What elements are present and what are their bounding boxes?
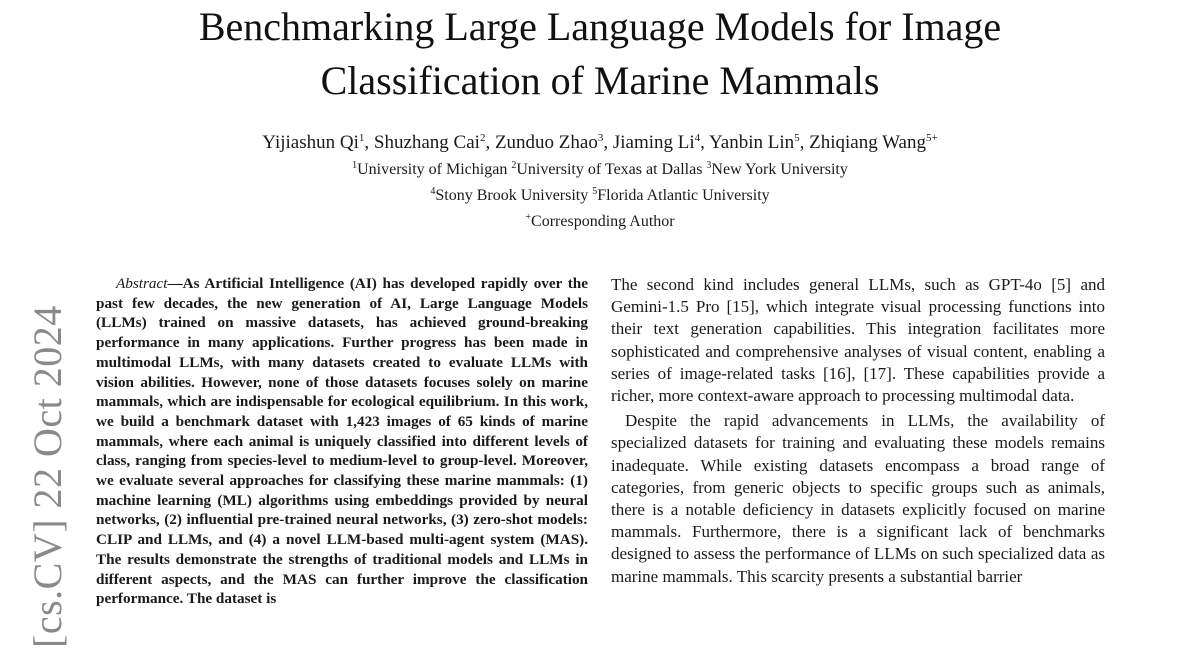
- author-name: Shuzhang Cai: [373, 132, 480, 153]
- author-affiliation-mark: 2: [479, 132, 486, 144]
- author-affiliation-mark: 5: [794, 132, 800, 144]
- abstract-text: —As Artificial Intelligence (AI) has developed rapidly over the past few decades, the new generation of AI, Large Language Models (LLMs) trained on massive datasets, has achieved ground-breaking performance in many applications. Further progress has been made in multimodal LLMs, with many datasets created to evaluate LLMs with vision abilities. However, none of those datasets focuses solely on marine mammals, which are indispensable for ecological equilibrium. In this work, we build a benchmark dataset with 1,423 images of 65 kinds of marine mammals, where each animal is uniquely classified into different levels of class, ranging from species-level to medium-level to group-level. Moreover, we evaluate several approaches for classifying these marine mammals: (1) machine learning (ML) algorithms using embeddings provided by neural networks, (2) influential pre-trained neural networks, (3) zero-shot models: CLIP and LLMs, and (4) a novel LLM-based multi-agent system (MAS). The results demonstrate the strengths of traditional models and LLMs in different aspects, and the MAS can further improve the classification performance. The dataset is: [96, 275, 588, 608]
- affiliation-line-1: [0, 160, 1200, 180]
- body-paragraph: The second kind includes general LLMs, such as GPT-4o [5] and Gemini-1.5 Pro [15], which integrate visual processing functions into their text generation capabilities. This integration facilitates more sophisticated and comprehensive analyses of visual content, enabling a series of image-related tasks [16], [17]. These capabilities provide a richer, more context-aware approach to processing multimodal data.: [611, 275, 1105, 406]
- author-affiliation-mark: 3: [597, 132, 604, 144]
- paper-title-line-1: Benchmarking Large Language Models for Image: [198, 4, 1002, 49]
- affiliation-name: New York University: [711, 161, 848, 178]
- author-affiliation-mark: 1: [358, 132, 365, 144]
- affiliation-name: University of Michigan: [357, 161, 508, 178]
- author-affiliation-mark: 4: [694, 132, 701, 144]
- author-name: Yanbin Lin: [708, 132, 795, 153]
- affiliation-mark: 4: [430, 186, 436, 197]
- affiliation-name: Florida Atlantic University: [597, 187, 770, 204]
- affiliation-mark: 5: [592, 186, 598, 197]
- author-name: Jiaming Li: [612, 132, 695, 153]
- affiliation-name: Stony Brook University: [435, 187, 589, 204]
- paper-title-line-2: Classification of Marine Mammals: [320, 58, 880, 103]
- author-name: Yijiashun Qi: [262, 132, 359, 153]
- arxiv-side-stamp: [cs.CV] 22 Oct 2024: [25, 305, 70, 648]
- corresponding-mark: +: [525, 212, 532, 223]
- corresponding-author-note: [0, 212, 1200, 232]
- paper-title: [0, 0, 1200, 108]
- body-paragraph: Despite the rapid advancements in LLMs, the availability of specialized datasets for training and evaluating these models remains inadequate. While existing datasets encompass a broad range of categories, from generic objects to specific groups such as animals, there is a notable deficiency in datasets explicitly focused on marine mammals. Furthermore, there is a significant lack of benchmarks designed to assess the performance of LLMs on such specialized data as marine mammals. This scarcity presents a substantial barrier: [611, 411, 1105, 586]
- author-name: Zhiqiang Wang: [809, 132, 926, 153]
- author-name: Zunduo Zhao: [494, 132, 598, 153]
- abstract: [96, 274, 588, 609]
- affiliation-name: University of Texas at Dallas: [516, 161, 703, 178]
- affiliation-line-2: [0, 186, 1200, 206]
- abstract-label: Abstract: [116, 275, 168, 292]
- corresponding-label: Corresponding Author: [531, 213, 675, 230]
- affiliation-mark: 3: [706, 160, 712, 171]
- author-affiliation-mark: 5+: [926, 132, 938, 144]
- author-list: Yijiashun Qi$^1$, Shuzhang Cai$^2$, Zunduo Zhao$^3$, Jiaming Li$^4$, Yanbin Lin$^5$, Zhiqiang Wang$^{5+}$: [262, 132, 938, 153]
- affiliation-mark: 1: [352, 160, 358, 171]
- affiliation-mark: 2: [511, 160, 517, 171]
- body-column-right: [611, 274, 1105, 588]
